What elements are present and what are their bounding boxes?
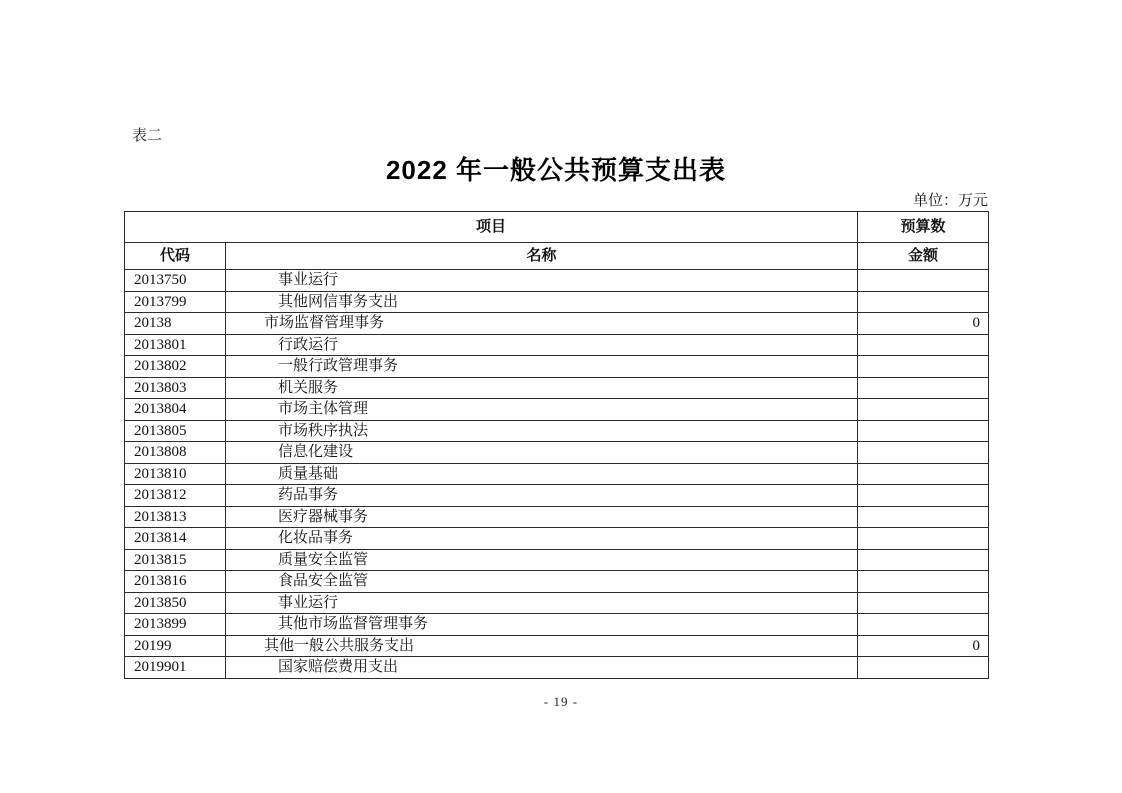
- row-amount: [858, 571, 989, 593]
- row-code: 2013810: [125, 463, 226, 485]
- row-code: 2013899: [125, 614, 226, 636]
- row-code: 2019901: [125, 657, 226, 679]
- table-row: [125, 399, 989, 421]
- row-code: 2013799: [125, 291, 226, 313]
- row-name: 市场监督管理事务: [226, 313, 858, 335]
- row-amount: [858, 592, 989, 614]
- row-amount: [858, 528, 989, 550]
- row-name: 化妆品事务: [226, 528, 858, 550]
- row-name: 事业运行: [226, 592, 858, 614]
- row-amount: [858, 614, 989, 636]
- header-cell-name: 名称: [226, 243, 858, 270]
- header-row-project: [125, 212, 989, 243]
- row-name: 其他一般公共服务支出: [226, 635, 858, 657]
- row-amount: [858, 657, 989, 679]
- row-code: 2013802: [125, 356, 226, 378]
- row-amount: 0: [858, 313, 989, 335]
- header-cell-amount: 金额: [858, 243, 989, 270]
- page-number: - 19 -: [543, 694, 579, 709]
- row-code: 20138: [125, 313, 226, 335]
- header-row-columns: [125, 243, 989, 270]
- row-amount: [858, 442, 989, 464]
- row-code: 2013814: [125, 528, 226, 550]
- table-row: [125, 549, 989, 571]
- row-name: 其他网信事务支出: [226, 291, 858, 313]
- header-cell-project: 项目: [125, 212, 858, 243]
- table-header: [125, 212, 989, 270]
- table-row: [125, 592, 989, 614]
- table-row: [125, 270, 989, 292]
- table-row: [125, 657, 989, 679]
- header-cell-code: 代码: [125, 243, 226, 270]
- row-amount: [858, 506, 989, 528]
- row-amount: [858, 463, 989, 485]
- row-amount: [858, 399, 989, 421]
- table-row: [125, 377, 989, 399]
- table-row: [125, 635, 989, 657]
- page-title: 2022 年一般公共预算支出表: [385, 155, 727, 185]
- row-name: 事业运行: [226, 270, 858, 292]
- row-code: 2013815: [125, 549, 226, 571]
- table-row: [125, 291, 989, 313]
- table-row: [125, 463, 989, 485]
- table-row: [125, 571, 989, 593]
- budget-table: [124, 211, 989, 679]
- row-amount: 0: [858, 635, 989, 657]
- table-body: [125, 270, 989, 679]
- row-name: 其他市场监督管理事务: [226, 614, 858, 636]
- table-row: [125, 313, 989, 335]
- row-code: 2013808: [125, 442, 226, 464]
- row-code: 2013801: [125, 334, 226, 356]
- row-name: 医疗器械事务: [226, 506, 858, 528]
- row-name: 药品事务: [226, 485, 858, 507]
- row-amount: [858, 485, 989, 507]
- row-name: 国家赔偿费用支出: [226, 657, 858, 679]
- table-row: [125, 614, 989, 636]
- row-amount: [858, 270, 989, 292]
- table-row: [125, 356, 989, 378]
- row-amount: [858, 420, 989, 442]
- row-code: 2013804: [125, 399, 226, 421]
- row-code: 20199: [125, 635, 226, 657]
- row-code: 2013812: [125, 485, 226, 507]
- row-name: 质量基础: [226, 463, 858, 485]
- row-code: 2013750: [125, 270, 226, 292]
- table-row: [125, 420, 989, 442]
- table-row: [125, 334, 989, 356]
- table-row: [125, 485, 989, 507]
- row-code: 2013850: [125, 592, 226, 614]
- row-code: 2013803: [125, 377, 226, 399]
- unit-note: 单位：万元: [912, 193, 988, 209]
- row-name: 一般行政管理事务: [226, 356, 858, 378]
- row-amount: [858, 334, 989, 356]
- row-amount: [858, 356, 989, 378]
- row-name: 市场秩序执法: [226, 420, 858, 442]
- table-row: [125, 528, 989, 550]
- row-amount: [858, 291, 989, 313]
- row-name: 食品安全监管: [226, 571, 858, 593]
- row-name: 市场主体管理: [226, 399, 858, 421]
- row-code: 2013805: [125, 420, 226, 442]
- header-cell-budget: 预算数: [858, 212, 989, 243]
- row-amount: [858, 377, 989, 399]
- table-label: 表二: [132, 128, 163, 144]
- row-name: 机关服务: [226, 377, 858, 399]
- row-name: 质量安全监管: [226, 549, 858, 571]
- row-name: 行政运行: [226, 334, 858, 356]
- table-row: [125, 442, 989, 464]
- row-amount: [858, 549, 989, 571]
- table-row: [125, 506, 989, 528]
- row-code: 2013816: [125, 571, 226, 593]
- row-code: 2013813: [125, 506, 226, 528]
- row-name: 信息化建设: [226, 442, 858, 464]
